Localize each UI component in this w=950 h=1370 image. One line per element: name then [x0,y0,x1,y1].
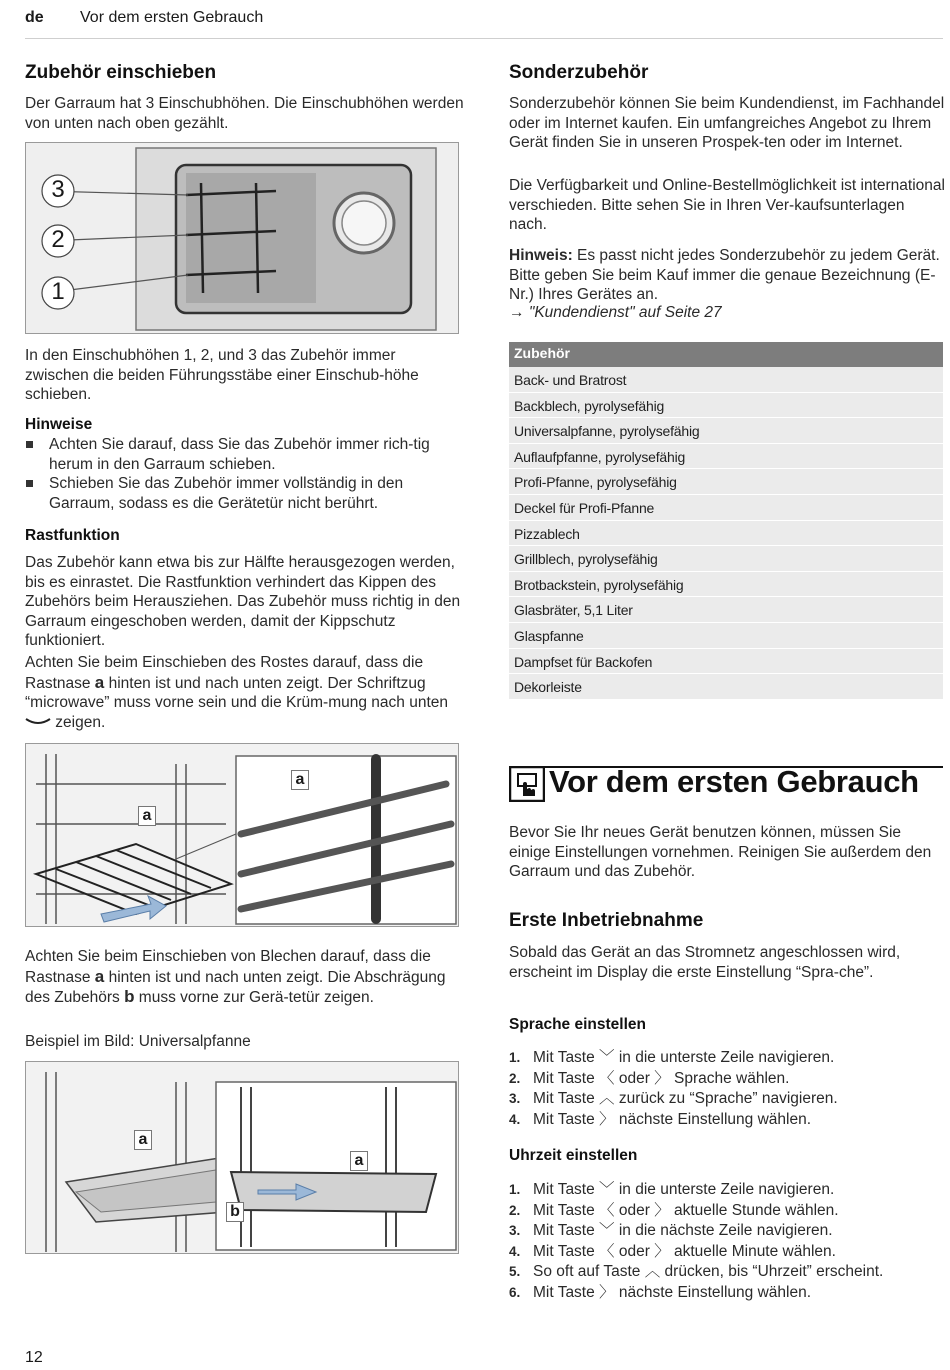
page-number: 12 [25,1349,43,1366]
table-row: Back- und Bratrost [509,367,943,393]
heading-insert-accessory: Zubehör einschieben [25,62,217,83]
table-row: Glaspfanne [509,623,943,649]
chapter-title: Vor dem ersten Gebrauch [549,764,919,799]
step-item: 4. Mit Taste 〉 nächste Einstellung wählen. [509,1110,812,1128]
table-row: Auflaufpfanne, pyrolysefähig [509,444,943,470]
callout-a: a [134,1130,152,1150]
table-row: Brotbackstein, pyrolysefähig [509,572,943,598]
step-item: 5. So oft auf Taste ︿ drücken, bis “Uhrzeit” erscheint. [509,1263,884,1280]
text-special-hint: Hinweis: Es passt nicht jedes Sonderzubehör zu jedem Gerät. Bitte geben Sie beim Kauf immer die genaue Bezeichnung (E-Nr.) Ihres Gerätes an. [509,247,940,303]
heading-special-accessories: Sonderzubehör [509,62,649,83]
figure-shelf-levels [25,142,459,334]
table-row: Deckel für Profi-Pfanne [509,495,943,521]
heading-rast: Rastfunktion [25,527,120,544]
figure-tray-insert [25,1061,459,1254]
text-tray-insert: Achten Sie beim Einschieben von Blechen darauf, dass die Rastnase a hinten ist und nach unten zeigt. Die Abschrägung des Zubehörs b muss vorne zur Gerä-tetür zeigen. [25,948,446,1006]
header-divider [25,38,943,39]
callout-a: a [138,806,156,826]
step-item: 2. Mit Taste 〈 oder 〉 Sprache wählen. [509,1069,790,1087]
header-language: de [25,9,44,26]
table-row: Dampfset für Backofen [509,649,943,675]
text-before-use: Bevor Sie Ihr neues Gerät benutzen können, müssen Sie einige Einstellungen vornehmen. Reinigen Sie außerdem den Garraum und das Zubehör. [509,824,932,880]
notes-list [25,435,465,513]
arrow-right-icon: → [509,304,525,321]
text-example: Beispiel im Bild: Universalpfanne [25,1033,251,1050]
language-steps [509,1048,945,1130]
table-row: Backblech, pyrolysefähig [509,393,943,419]
step-item: 2. Mit Taste 〈 oder 〉 aktuelle Stunde wählen. [509,1201,839,1219]
link-customer-service[interactable]: → "Kundendienst" auf Seite 27 [509,304,722,321]
tray-illustration [26,1062,459,1254]
table-row: Pizzablech [509,521,943,547]
marker-a: a [94,966,105,986]
header-title: Vor dem ersten Gebrauch [80,9,264,26]
callout-a: a [350,1151,368,1171]
text-levels: Der Garraum hat 3 Einschubhöhen. Die Einschubhöhen werden von unten nach oben gezählt. [25,95,464,132]
marker-b: b [124,987,135,1006]
table-header: Zubehör [509,342,943,367]
step-item: 3. Mit Taste ﹀ in die nächste Zeile navigieren. [509,1222,833,1239]
text-rast-function: Das Zubehör kann etwa bis zur Hälfte herausgezogen werden, bis es einrastet. Die Rastfunktion verhindert das Kippen des Zubehörs beim Herausziehen. Das Zubehör muss richtig in den Garraum eingeschoben werden, damit der Kippschutz funktioniert. [25,554,461,649]
rack-illustration [26,744,459,927]
oven-levels-illustration [26,143,459,334]
figure-rack-insert [25,743,459,927]
curve-down-icon [25,717,51,727]
table-row: Dekorleiste [509,674,943,700]
step-item: 6. Mit Taste 〉 nächste Einstellung wählen. [509,1283,812,1301]
step-item: 1. Mit Taste ﹀ in die unterste Zeile navigieren. [509,1049,835,1066]
note-item: Schieben Sie das Zubehör immer vollständig in den Garraum, sodass es die Gerätetür nicht berührt. [25,474,465,513]
level-label-3: 3 [51,176,65,203]
heading-set-language: Sprache einstellen [509,1016,646,1033]
table-row: Grillblech, pyrolysefähig [509,546,943,572]
hint-label: Hinweis: [509,247,573,264]
text-levels-usage: In den Einschubhöhen 1, 2, und 3 das Zubehör immer zwischen die beiden Führungsstäbe einer Einschub-höhe schieben. [25,347,419,403]
level-label-2: 2 [51,226,65,253]
heading-set-time: Uhrzeit einstellen [509,1147,638,1164]
callout-b: b [226,1202,244,1222]
table-row: Glasbräter, 5,1 Liter [509,597,943,623]
table-row: Universalpfanne, pyrolysefähig [509,418,943,444]
note-item: Achten Sie darauf, dass Sie das Zubehör immer rich-tig herum in den Garraum schieben. [25,435,465,474]
step-item: 1. Mit Taste ﹀ in die unterste Zeile navigieren. [509,1181,835,1198]
text-special-1: Sonderzubehör können Sie beim Kundendienst, im Fachhandel oder im Internet kaufen. Ein umfangreiches Angebot zu Ihrem Gerät finden Sie in unseren Prospek-ten oder im Internet. [509,95,945,151]
level-label-1: 1 [51,278,65,305]
heading-first-start: Erste Inbetriebnahme [509,910,704,931]
time-steps [509,1180,945,1303]
step-item: 3. Mit Taste ︿ zurück zu “Sprache” navigieren. [509,1090,838,1107]
marker-a: a [94,672,105,692]
text-first-start: Sobald das Gerät an das Stromnetz angeschlossen wird, erscheint im Display die erste Einstellung “Spra-che”. [509,944,901,981]
text-rast-rack: Achten Sie beim Einschieben des Rostes darauf, dass die Rastnase a hinten ist und nach unten zeigt. Der Schriftzug “microwave” muss vorne sein und die Krüm-mung nach unten zeigen. [25,654,448,731]
callout-a: a [291,770,309,790]
heading-notes: Hinweise [25,416,93,433]
step-item: 4. Mit Taste 〈 oder 〉 aktuelle Minute wählen. [509,1242,836,1260]
table-row: Profi-Pfanne, pyrolysefähig [509,469,943,495]
accessory-table [509,342,943,700]
manual-hand-icon [509,766,545,802]
text-special-2: Die Verfügbarkeit und Online-Bestellmöglichkeit ist international verschieden. Bitte sehen Sie in Ihren Ver-kaufsunterlagen nach. [509,177,945,233]
